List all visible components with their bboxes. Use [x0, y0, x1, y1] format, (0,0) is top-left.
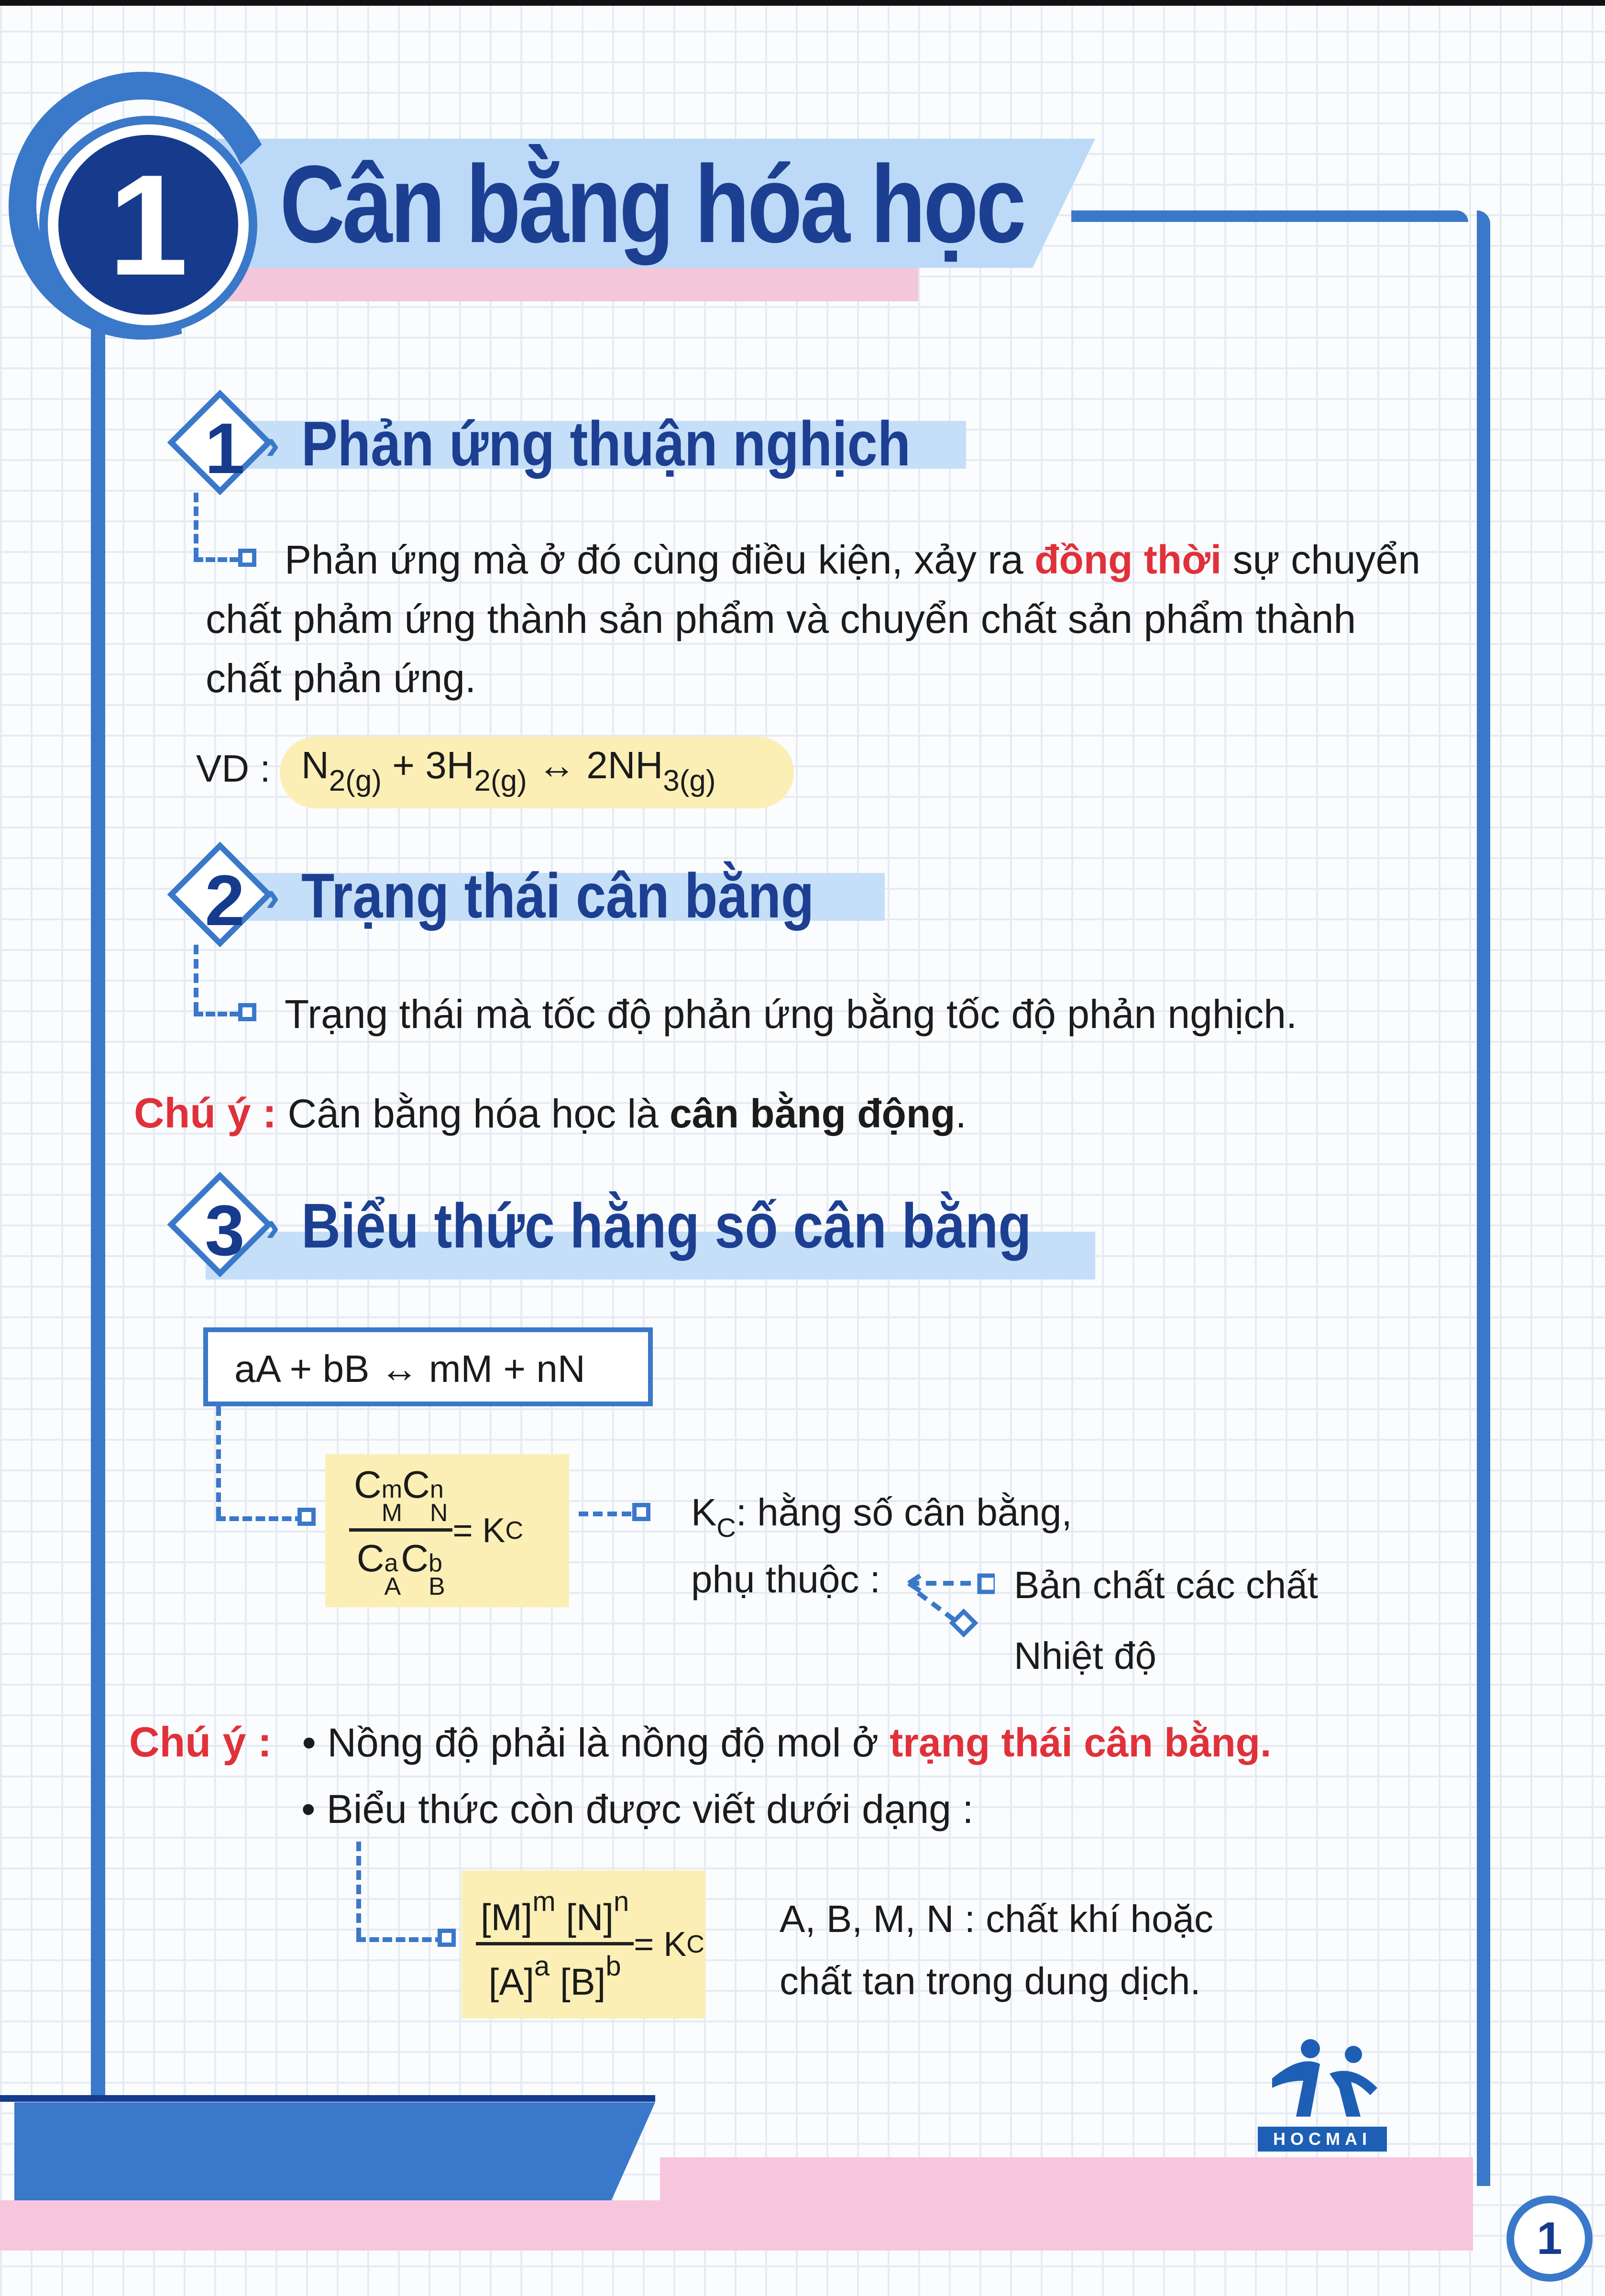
footer-pink-strip	[0, 2200, 1473, 2251]
section-1-definition-line2: chất phảm ứng thành sản phẩm và chuyển chất sản phẩm thành	[206, 596, 1356, 641]
kc-formula	[349, 1463, 524, 1601]
exp-m: m	[381, 1475, 403, 1503]
section-1-title: Phản ứng thuận nghịch	[301, 408, 911, 479]
eq-n-sub: 2(g)	[329, 764, 382, 797]
section-2-definition: Trạng thái mà tốc độ phản ứng bằng tốc độ phản nghịch.	[285, 992, 1297, 1037]
def-highlight: đồng thời	[1034, 537, 1222, 582]
section-3-connector-v	[216, 1406, 221, 1516]
note-1-text: Nồng độ phải là nồng độ mol ở	[327, 1720, 890, 1765]
eq-nh-sub: 3(g)	[663, 764, 716, 797]
f2-m: [M]	[481, 1896, 533, 1938]
kc-desc-text: : hằng số cân bằng,	[736, 1491, 1072, 1534]
section-1-definition-line3: chất phản ứng.	[206, 656, 476, 701]
section-2-number: 2	[205, 860, 245, 940]
exp-n: n	[429, 1475, 444, 1503]
section-3-chevron-icon: ›	[265, 1203, 280, 1250]
f2-m-exp: m	[532, 1886, 556, 1917]
note-label: Chú ý :	[134, 1089, 277, 1137]
kc-fraction	[349, 1463, 452, 1599]
note-2-text: Biểu thức còn được viết dưới dạng :	[326, 1787, 974, 1832]
factor-2: Nhiệt độ	[1014, 1634, 1156, 1677]
example-label: VD :	[196, 747, 271, 790]
section-1-number: 1	[205, 408, 245, 488]
sub-B: B	[429, 1572, 445, 1601]
def-text-a: Phản ứng mà ở đó cùng điều kiện, xảy ra	[285, 537, 1035, 582]
frame-right-line	[1477, 210, 1490, 2186]
bullet-dot-2: •	[301, 1787, 316, 1832]
section-1-connector-h	[194, 557, 239, 562]
section-1-definition-line1	[285, 530, 1420, 589]
section-1-chevron-icon: ›	[265, 420, 280, 468]
depends-label: phụ thuộc :	[691, 1558, 880, 1601]
eq-h-sub: 2(g)	[474, 764, 527, 797]
formula2-bullet-icon	[438, 1929, 456, 1947]
hocmai-people-icon	[1258, 2035, 1387, 2121]
note-bold: cân bằng động	[670, 1091, 956, 1136]
c-a: C	[356, 1536, 385, 1579]
general-reaction: aA + bB ↔ mM + nN	[234, 1347, 585, 1390]
kc-k: K	[691, 1491, 717, 1534]
footer-pink-strip-top	[660, 2157, 1473, 2200]
note-text: Cân bằng hóa học là	[287, 1091, 670, 1136]
c-n: C	[402, 1463, 430, 1506]
formula2-connector-v	[356, 1842, 361, 1937]
title-pink-underline	[220, 268, 918, 301]
section-3-note-2	[301, 1779, 974, 1839]
section-3-note-1	[129, 1712, 1271, 1772]
kc-connector	[579, 1512, 631, 1516]
frame-left-line	[91, 268, 105, 2100]
note-end: .	[955, 1091, 967, 1136]
formula2-connector-h	[356, 1937, 445, 1942]
f2-equals: = K	[634, 1925, 687, 1964]
eq-arrow-nh: ↔ 2NH	[527, 744, 663, 786]
frame-top-line	[1071, 210, 1468, 222]
kc-description	[691, 1483, 1072, 1557]
section-2-connector-v	[194, 945, 198, 1012]
kc-desc-sub: C	[716, 1512, 736, 1543]
f2-kc-sub: C	[686, 1931, 704, 1958]
section-3-connector-h	[216, 1516, 305, 1521]
bullet-dot-1: •	[302, 1720, 316, 1765]
eq-n: N	[301, 744, 329, 786]
sub-N: N	[429, 1499, 448, 1527]
f2-b-exp: b	[605, 1950, 621, 1982]
formula2	[476, 1880, 704, 2009]
kc-bullet-icon	[632, 1503, 650, 1521]
section-2-chevron-icon: ›	[265, 872, 280, 920]
f2-b: [B]	[560, 1960, 606, 2003]
footer-blue-bar	[14, 2102, 655, 2217]
chapter-title: Cân bằng hóa học	[280, 143, 1024, 265]
sub-M: M	[381, 1499, 403, 1527]
kc-sub: C	[505, 1517, 524, 1545]
section-2-title: Trạng thái cân bằng	[301, 861, 814, 931]
kc-equals: = K	[452, 1512, 506, 1550]
sub-A: A	[384, 1572, 401, 1601]
c-m: C	[354, 1463, 382, 1506]
def-text-b: sự chuyển	[1221, 537, 1420, 582]
top-border	[0, 0, 1605, 6]
factor-arrows-icon	[899, 1564, 995, 1641]
gases-line-1: A, B, M, N : chất khí hoặc	[780, 1898, 1214, 1940]
exp-b: b	[429, 1549, 442, 1577]
gases-line-2: chất tan trong dung dịch.	[780, 1960, 1201, 2002]
section-1-bullet-icon	[238, 549, 256, 567]
section-2-bullet-icon	[238, 1003, 256, 1021]
hocmai-logo	[1258, 2035, 1387, 2152]
hocmai-logo-text: HOCMAI	[1258, 2127, 1387, 2152]
section-3-number: 3	[205, 1190, 245, 1270]
section-2-note	[134, 1083, 967, 1143]
footer-dark-stripe	[0, 2095, 655, 2102]
c-b: C	[401, 1536, 429, 1579]
note-3-label: Chú ý :	[129, 1718, 272, 1766]
example-equation	[301, 736, 716, 811]
eq-plus-h: + 3H	[382, 744, 474, 786]
section-3-title: Biểu thức hằng số cân bằng	[301, 1191, 1032, 1261]
section-2-connector-h	[194, 1012, 239, 1016]
section-1-connector-v	[194, 493, 198, 557]
chapter-number-badge: 1	[48, 124, 249, 325]
exp-a: a	[384, 1549, 398, 1577]
f2-n-exp: n	[614, 1886, 629, 1917]
f2-n: [N]	[566, 1896, 614, 1938]
page-number: 1	[1506, 2196, 1593, 2282]
formula-bullet-icon	[297, 1508, 316, 1526]
formula2-fraction	[476, 1886, 634, 2004]
f2-a: [A]	[488, 1960, 535, 2003]
note-1-highlight: trạng thái cân bằng.	[890, 1720, 1272, 1765]
f2-a-exp: a	[534, 1950, 550, 1982]
factor-1: Bản chất các chất	[1014, 1564, 1318, 1606]
